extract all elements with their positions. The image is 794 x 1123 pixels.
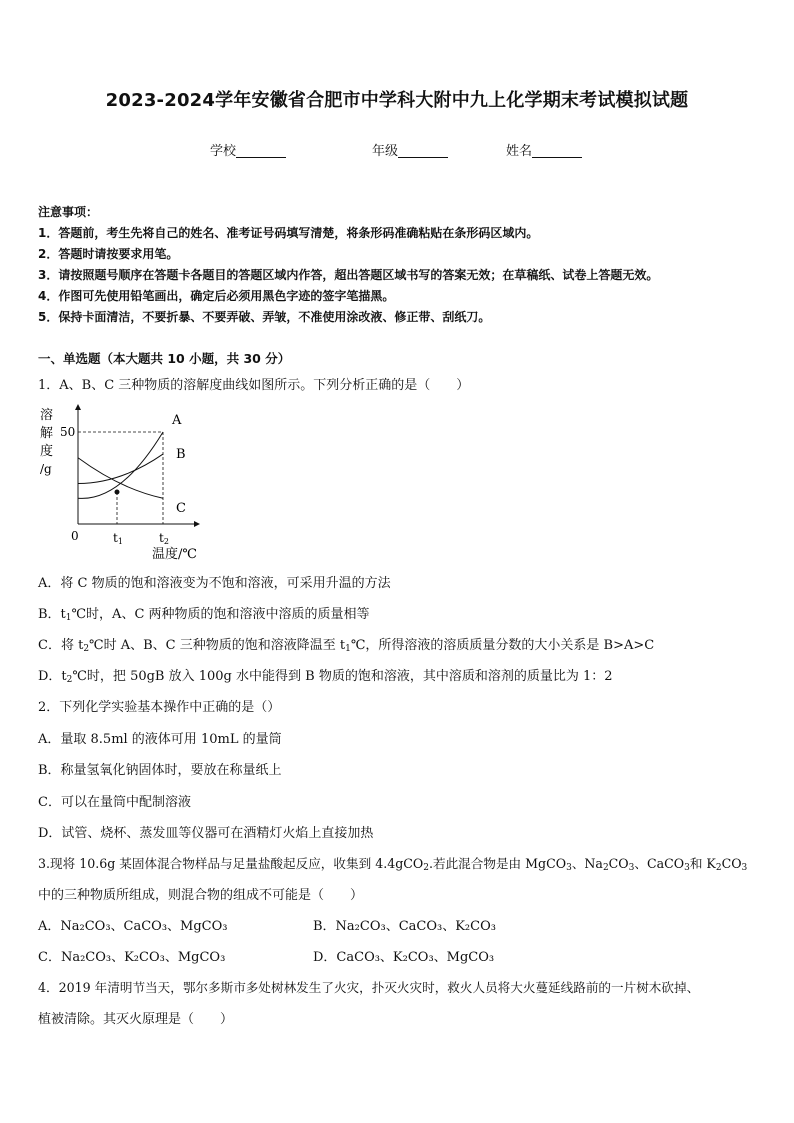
- question-1-option-c[interactable]: C．将 $t_2℃$时 A、B、C 三种物质的饱和溶液降温至 $t_1℃$，所得溶液的溶质质量分数的大小关系是 B>A>C: [38, 638, 655, 654]
- name-blank[interactable]: [532, 143, 582, 158]
- student-info-row: [0, 140, 794, 160]
- question-1-option-d[interactable]: D．$t_2℃$时，把 50gB 放入 100g 水中能得到 B 物质的饱和溶液，其中溶质和溶剂的质量比为 1：2: [38, 669, 613, 685]
- y-label-char: 解: [40, 426, 54, 441]
- section-heading: 一、单选题（本大题共 10 小题，共 30 分）: [38, 351, 291, 366]
- notice-heading: 注意事项：: [38, 205, 99, 219]
- y-label-char: 度: [40, 444, 54, 459]
- curve-a: [78, 432, 163, 498]
- question-3-option-d[interactable]: D．CaCO₃、K₂CO₃、MgCO₃: [313, 950, 495, 965]
- question-3-stem-line-2: 中的三种物质所组成，则混合物的组成不可能是（ ）: [38, 888, 364, 903]
- x-axis-label: 温度/℃: [152, 547, 197, 562]
- question-4-stem-line-2: 植被清除。其灭火原理是（ ）: [38, 1012, 234, 1027]
- y-label-char: /g: [40, 462, 52, 476]
- notice-item: 4．作图可先使用铅笔画出，确定后必须用黑色字迹的签字笔描黑。: [38, 289, 395, 303]
- question-3-stem: 3.现将 10.6g 某固体混合物样品与足量盐酸起反应，收集到 4.4gCO$_2$.若此混合物是由 MgCO$_3$、$Na_2CO_3$、CaCO$_3$和 $K_2CO_3$: [38, 856, 748, 873]
- x-tick-t1: t1: [113, 531, 123, 546]
- notice-item: 1．答题前，考生先将自己的姓名、准考证号码填写清楚，将条形码准确粘贴在条形码区域内。: [38, 226, 539, 240]
- page-title: 2023-2024学年安徽省合肥市中学科大附中九上化学期末考试模拟试题: [105, 90, 689, 111]
- legend-label-c: C: [176, 501, 186, 516]
- question-3-option-b[interactable]: B．Na₂CO₃、CaCO₃、K₂CO₃: [313, 919, 496, 934]
- curve-b: [78, 454, 163, 483]
- question-2-option-d[interactable]: D．试管、烧杯、蒸发皿等仪器可在酒精灯火焰上直接加热: [38, 826, 374, 841]
- intersection-point: [115, 490, 120, 495]
- question-2-stem: 2．下列化学实验基本操作中正确的是（）: [38, 700, 281, 715]
- notice-item: 5．保持卡面清洁，不要折暴、不要弄破、弄皱，不准使用涂改液、修正带、刮纸刀。: [38, 310, 491, 324]
- question-3-option-c[interactable]: C．Na₂CO₃、K₂CO₃、MgCO₃: [38, 950, 226, 965]
- solubility-chart: [36, 402, 211, 562]
- question-1-option-a[interactable]: A．将 C 物质的饱和溶液变为不饱和溶液，可采用升温的方法: [38, 576, 391, 591]
- grade-field[interactable]: [372, 140, 448, 159]
- y-axis-arrow: [75, 404, 81, 410]
- school-label: 学校: [210, 144, 237, 159]
- y-label-char: 溶: [40, 408, 54, 423]
- question-3-option-a[interactable]: A．Na₂CO₃、CaCO₃、MgCO₃: [38, 919, 228, 934]
- legend-label-a: A: [172, 413, 182, 428]
- y-tick-50: 50: [60, 425, 76, 439]
- name-field[interactable]: [506, 140, 582, 159]
- question-2-option-c[interactable]: C．可以在量筒中配制溶液: [38, 795, 191, 810]
- curve-c: [78, 458, 163, 498]
- school-field[interactable]: [210, 140, 286, 159]
- x-axis-arrow: [194, 521, 200, 527]
- name-label: 姓名: [506, 144, 533, 159]
- x-tick-t2: t2: [159, 531, 169, 546]
- question-1-option-b[interactable]: B．$t_1℃$时，A、C 两种物质的饱和溶液中溶质的质量相等: [38, 607, 370, 623]
- question-1-stem: 1．A、B、C 三种物质的溶解度曲线如图所示。下列分析正确的是（ ）: [38, 378, 470, 393]
- question-2-option-b[interactable]: B．称量氢氧化钠固体时，要放在称量纸上: [38, 763, 282, 778]
- question-4-stem: 4．2019 年清明节当天，鄂尔多斯市多处树林发生了火灾，扑灭火灾时，救火人员将大火蔓延线路前的一片树木砍掉、: [38, 980, 700, 995]
- origin-label: 0: [71, 529, 79, 543]
- legend-label-b: B: [176, 447, 186, 462]
- school-blank[interactable]: [236, 143, 286, 158]
- grade-label: 年级: [372, 144, 399, 159]
- grade-blank[interactable]: [398, 143, 448, 158]
- question-2-option-a[interactable]: A．量取 8.5ml 的液体可用 10mL 的量筒: [38, 732, 282, 747]
- notice-item: 3．请按照题号顺序在答题卡各题目的答题区域内作答，超出答题区域书写的答案无效；在草稿纸、试卷上答题无效。: [38, 268, 659, 282]
- notice-item: 2．答题时请按要求用笔。: [38, 247, 179, 261]
